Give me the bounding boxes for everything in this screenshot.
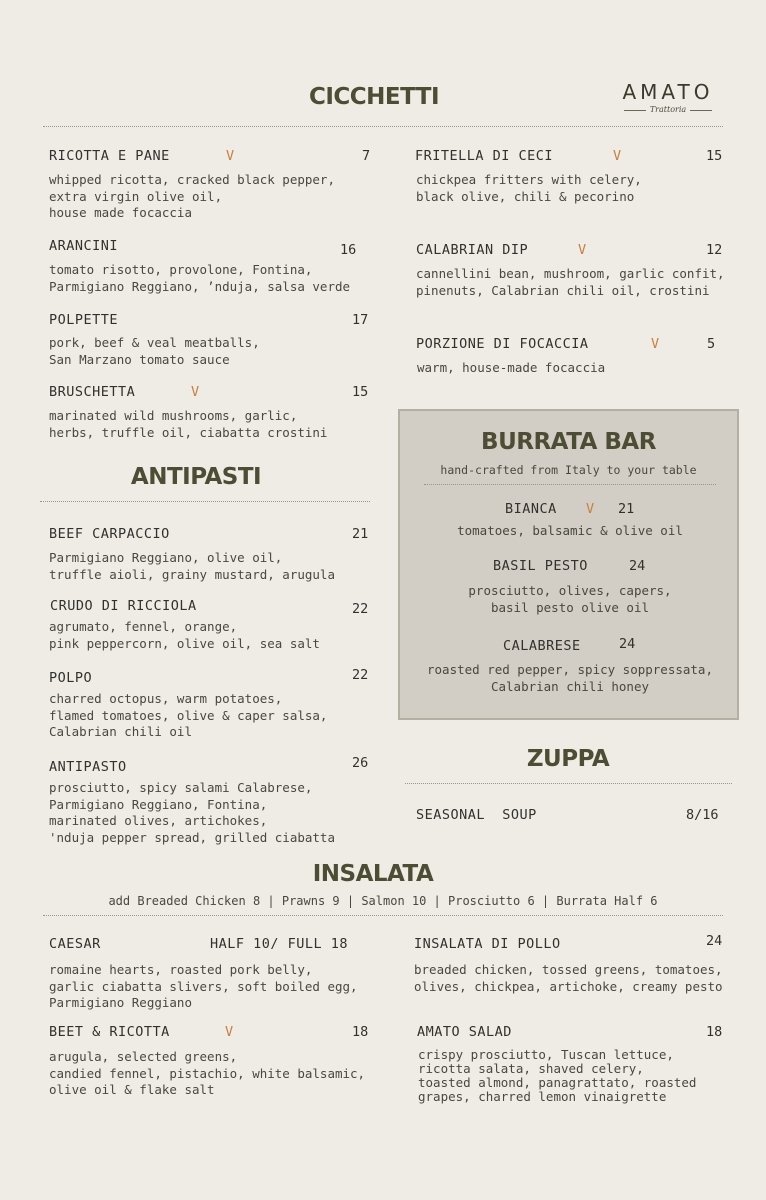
- item-price: 26: [352, 755, 369, 771]
- vegetarian-marker: V: [613, 148, 622, 164]
- item-name: ANTIPASTO: [49, 759, 127, 775]
- item-name: CRUDO DI RICCIOLA: [50, 598, 197, 614]
- item-description: tomato risotto, provolone, Fontina, Parmigiano Reggiano, ’nduja, salsa verde: [49, 262, 351, 294]
- logo-name: AMATO: [622, 80, 714, 104]
- item-price: 18: [706, 1024, 723, 1040]
- item-description: tomatoes, balsamic & olive oil: [457, 523, 683, 538]
- burrata-title: BURRATA BAR: [481, 429, 656, 455]
- item-price: 5: [707, 336, 716, 352]
- item-name: PORZIONE DI FOCACCIA: [416, 336, 589, 352]
- vegetarian-marker: V: [226, 148, 235, 164]
- item-price: 21: [352, 526, 369, 542]
- item-name: POLPO: [49, 670, 93, 686]
- item-price: 12: [706, 242, 723, 258]
- item-description: Parmigiano Reggiano, olive oil, truffle aioli, grainy mustard, arugula: [49, 550, 335, 582]
- item-price: 15: [706, 148, 723, 164]
- vegetarian-marker: V: [225, 1024, 234, 1040]
- cicchetti-divider: [43, 126, 723, 127]
- item-description: warm, house-made focaccia: [417, 360, 606, 375]
- item-name: CAESAR: [49, 936, 101, 952]
- item-description: marinated wild mushrooms, garlic, herbs, truffle oil, ciabatta crostini: [49, 408, 328, 440]
- item-description: arugula, selected greens, candied fennel, pistachio, white balsamic, olive oil & flake salt: [49, 1049, 366, 1097]
- insalata-divider: [43, 915, 723, 916]
- burrata-bar-box: [398, 409, 739, 720]
- item-price: 16: [340, 242, 357, 258]
- item-name: CALABRESE: [503, 638, 581, 654]
- logo-subtitle: Trattoria: [649, 105, 687, 114]
- item-price: 24: [619, 636, 636, 652]
- item-name: POLPETTE: [49, 312, 119, 328]
- item-description: romaine hearts, roasted pork belly, garlic ciabatta slivers, soft boiled egg, Parmigiano Reggiano: [49, 962, 358, 1010]
- item-price: 8/16: [686, 807, 719, 823]
- item-name: BASIL PESTO: [493, 558, 588, 574]
- item-name: INSALATA DI POLLO: [414, 936, 561, 952]
- item-name: BEEF CARPACCIO: [49, 526, 170, 542]
- item-description: prosciutto, olives, capers, basil pesto olive oil: [468, 583, 672, 615]
- vegetarian-marker: V: [578, 242, 587, 258]
- item-price: 15: [352, 384, 369, 400]
- item-name: ARANCINI: [49, 238, 119, 254]
- item-price: 24: [629, 558, 646, 574]
- vegetarian-marker: V: [191, 384, 200, 400]
- antipasti-divider: [40, 501, 370, 502]
- item-name: RICOTTA E PANE: [49, 148, 170, 164]
- item-description: chickpea fritters with celery, black olive, chili & pecorino: [416, 172, 642, 204]
- vegetarian-marker: V: [651, 336, 660, 352]
- item-price: 22: [352, 667, 369, 683]
- item-description: charred octopus, warm potatoes, flamed tomatoes, olive & caper salsa, Calabrian chili oil: [49, 691, 328, 739]
- item-description: pork, beef & veal meatballs, San Marzano tomato sauce: [49, 335, 260, 367]
- item-price: 18: [352, 1024, 369, 1040]
- item-description: whipped ricotta, cracked black pepper, extra virgin olive oil, house made focaccia: [49, 172, 335, 220]
- amato-logo: [612, 80, 724, 114]
- item-price: 21: [618, 501, 635, 517]
- item-description: cannellini bean, mushroom, garlic confit, pinenuts, Calabrian chili oil, crostini: [416, 266, 725, 298]
- item-name: BRUSCHETTA: [49, 384, 136, 400]
- item-description: breaded chicken, tossed greens, tomatoes, olives, chickpea, artichoke, creamy pesto: [414, 962, 723, 994]
- zuppa-divider: [405, 783, 732, 784]
- item-description: crispy prosciutto, Tuscan lettuce, ricotta salata, shaved celery, toasted almond, panagrattato, roasted grapes, charred lemon vinaigrette: [418, 1047, 697, 1104]
- insalata-addons: add Breaded Chicken 8 | Prawns 9 | Salmon 10 | Prosciutto 6 | Burrata Half 6: [108, 894, 658, 908]
- item-name: FRITELLA DI CECI: [415, 148, 554, 164]
- item-description: roasted red pepper, spicy soppressata, Calabrian chili honey: [427, 662, 713, 694]
- cicchetti-title: CICCHETTI: [308, 84, 440, 110]
- item-price: 24: [706, 933, 723, 949]
- item-description: prosciutto, spicy salami Calabrese, Parmigiano Reggiano, Fontina, marinated olives, artichokes, 'nduja pepper spread, grilled ciabatta: [49, 780, 335, 845]
- item-name: BIANCA: [505, 501, 557, 517]
- burrata-subtitle: hand-crafted from Italy to your table: [440, 463, 697, 477]
- item-name: CALABRIAN DIP: [416, 242, 529, 258]
- item-name: BEET & RICOTTA: [49, 1024, 170, 1040]
- item-name: AMATO SALAD: [417, 1024, 512, 1040]
- item-name: SEASONAL SOUP: [416, 807, 537, 823]
- item-price: 22: [352, 601, 369, 617]
- item-price: 7: [362, 148, 371, 164]
- antipasti-title: ANTIPASTI: [130, 464, 262, 490]
- insalata-title: INSALATA: [312, 861, 434, 887]
- vegetarian-marker: V: [586, 501, 595, 517]
- item-price: 17: [352, 312, 369, 328]
- item-description: agrumato, fennel, orange, pink peppercorn, olive oil, sea salt: [49, 619, 320, 651]
- zuppa-title: ZUPPA: [526, 746, 610, 772]
- item-price: HALF 10/ FULL 18: [210, 936, 349, 952]
- burrata-divider: [424, 484, 716, 485]
